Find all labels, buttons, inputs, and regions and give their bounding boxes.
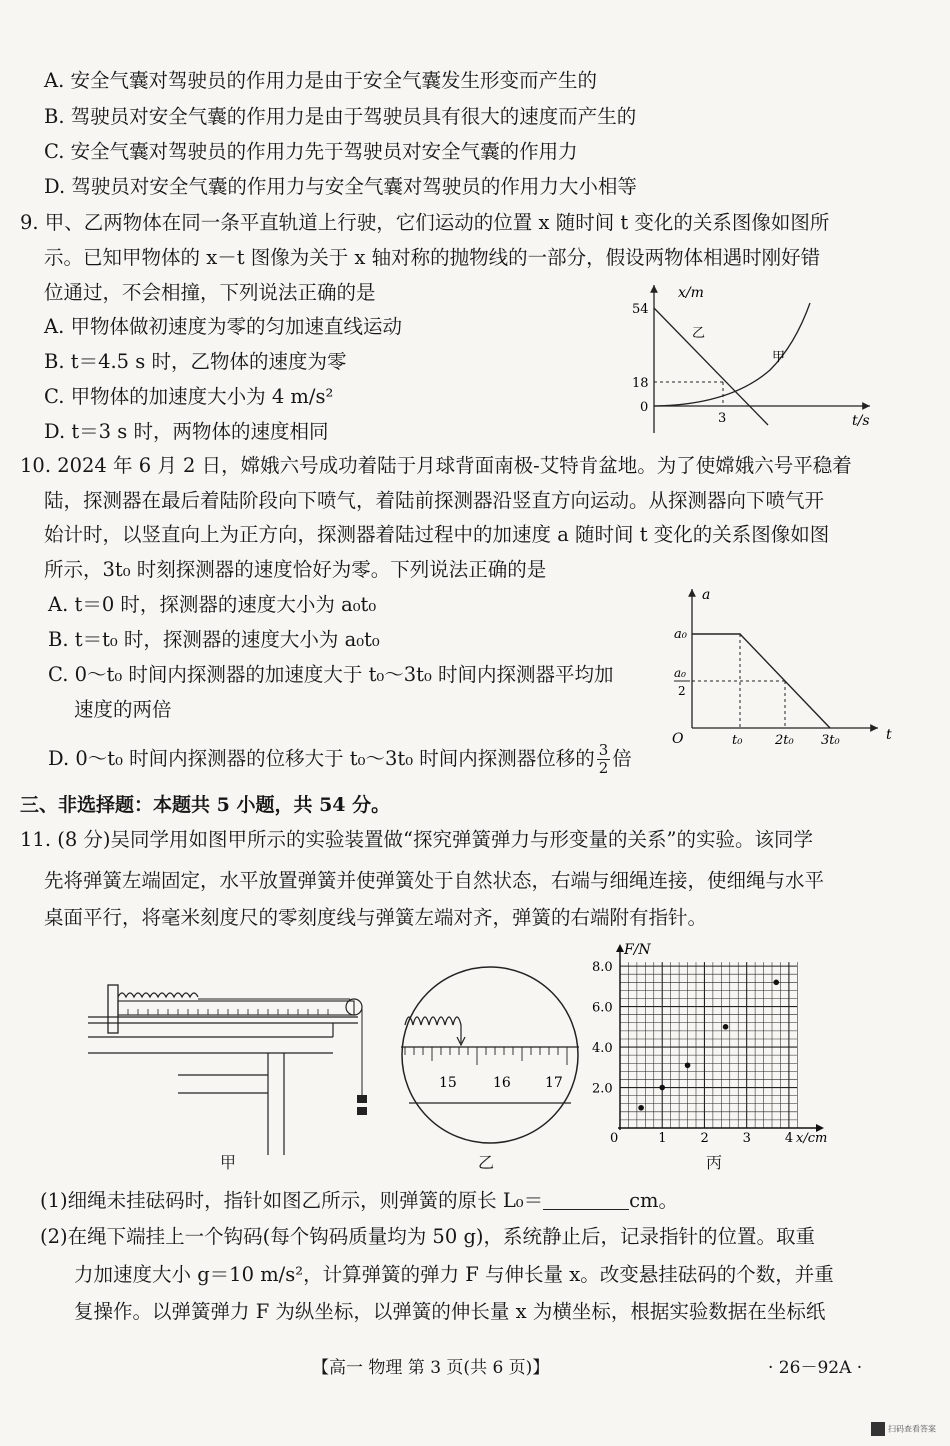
watermark-text: 扫码查看答案	[888, 1424, 936, 1434]
q11-part-1-text: (1)细绳未挂砝码时，指针如图乙所示，则弹簧的原长 L₀＝	[40, 1189, 544, 1212]
qr-icon	[871, 1422, 885, 1436]
q10-option-c-line-1: C. 0～t₀ 时间内探测器的加速度大于 t₀～3t₀ 时间内探测器平均加	[48, 663, 614, 686]
data-point	[773, 980, 779, 986]
ruler-ticks	[128, 1009, 328, 1015]
q9-y-tick-54: 54	[632, 302, 649, 317]
q9-option-b: B. t＝4.5 s 时，乙物体的速度为零	[44, 350, 347, 373]
q10-option-b: B. t＝t₀ 时，探测器的速度大小为 a₀t₀	[48, 628, 380, 651]
figure-bing-chart	[588, 940, 838, 1145]
q10-stem-line-1: 10. 2024 年 6 月 2 日，嫦娥六号成功着陆于月球背面南极-艾特肯盆地。为了使嫦娥六号平稳着	[20, 454, 852, 477]
figure-bing-caption: 丙	[706, 1153, 723, 1172]
q10-at-graph	[668, 583, 903, 748]
q10-y-tick-half-num: a₀	[674, 666, 686, 680]
y-tick-label: 2.0	[592, 1081, 613, 1097]
x-tick-label: 2	[700, 1131, 709, 1145]
q10-option-d	[48, 742, 632, 777]
q9-x-tick-3: 3	[718, 411, 727, 426]
q9-stem-line-3: 位通过，不会相撞，下列说法正确的是	[44, 281, 376, 304]
q10-stem-line-4: 所示，3t₀ 时刻探测器的速度恰好为零。下列说法正确的是	[44, 558, 547, 581]
q10-option-d-text: D. 0～t₀ 时间内探测器的位移大于 t₀～3t₀ 时间内探测器位移的	[48, 747, 595, 770]
magnified-ticks	[405, 1047, 567, 1065]
q10-option-d-suffix: 倍	[612, 747, 632, 770]
q11-part-2-line-3: 复操作。以弹簧弹力 F 为纵坐标，以弹簧的伸长量 x 为横坐标，根据实验数据在坐标纸	[74, 1300, 826, 1323]
data-point	[659, 1085, 665, 1091]
figure-yi-magnifier	[393, 965, 593, 1165]
q10-origin: O	[672, 731, 684, 747]
q11-part-1	[40, 1188, 678, 1214]
magnified-spring	[405, 1017, 461, 1025]
q11-part-1-unit: cm。	[629, 1189, 679, 1212]
data-point	[723, 1024, 729, 1030]
q8-option-b: B. 驾驶员对安全气囊的作用力是由于驾驶员具有很大的速度而产生的	[44, 105, 637, 128]
q10-y-tick-a0: a₀	[674, 627, 687, 642]
answer-blank-L0[interactable]	[543, 1191, 629, 1210]
q10-x-label: t	[886, 727, 892, 743]
figure-jia-apparatus	[78, 975, 388, 1175]
q11-stem-line-2: 先将弹簧左端固定，水平放置弹簧并使弹簧处于自然状态，右端与细绳连接，使细绳与水平	[44, 869, 825, 892]
x-tick-label: 4	[784, 1131, 794, 1145]
x-tick-label: 3	[742, 1131, 751, 1145]
q9-curve-jia	[654, 303, 810, 406]
q8-option-c: C. 安全气囊对驾驶员的作用力先于驾驶员对安全气囊的作用力	[44, 140, 578, 163]
q9-y-tick-18: 18	[632, 376, 649, 391]
q9-stem-line-2: 示。已知甲物体的 x－t 图像为关于 x 轴对称的抛物线的一部分，假设两物体相遇时刚好错	[44, 246, 821, 269]
hook-weight-2	[357, 1107, 367, 1115]
qr-watermark	[871, 1422, 936, 1436]
figure-yi-caption: 乙	[478, 1153, 495, 1172]
q11-stem-line-3: 桌面平行，将毫米刻度尺的零刻度线与弹簧左端对齐，弹簧的右端附有指针。	[44, 906, 708, 929]
chart-grid	[620, 962, 797, 1128]
chart-ticks	[592, 960, 793, 1145]
q10-stem-line-2: 陆，探测器在最后着陆阶段向下喷气，着陆前探测器沿竖直方向运动。从探测器向下喷气开	[44, 489, 825, 512]
magnifier-circle	[402, 967, 578, 1143]
ruler-label-15: 15	[439, 1075, 457, 1091]
x-tick-label: 1	[658, 1131, 667, 1145]
q10-y-tick-half-den: 2	[678, 684, 686, 698]
q10-fraction-3-2	[597, 742, 611, 777]
page-footer-info: 【高一 物理 第 3 页(共 6 页)】	[312, 1358, 550, 1378]
q9-option-c: C. 甲物体的加速度大小为 4 m/s²	[44, 385, 334, 408]
q9-label-yi: 乙	[692, 326, 706, 341]
q9-x-label: t/s	[852, 413, 870, 429]
q8-option-d: D. 驾驶员对安全气囊的作用力与安全气囊对驾驶员的作用力大小相等	[44, 175, 637, 198]
chart-x-label: x/cm	[796, 1131, 828, 1145]
q9-label-jia: 甲	[772, 350, 786, 365]
q9-y-label: x/m	[678, 285, 704, 301]
fraction-numerator: 3	[598, 741, 609, 759]
q11-part-2-line-1: (2)在绳下端挂上一个钩码(每个钩码质量均为 50 g)，系统静止后，记录指针的位置。取重	[40, 1225, 816, 1248]
fixed-block	[108, 985, 118, 1033]
hook-weight-1	[357, 1095, 367, 1103]
section-3-header: 三、非选择题：本题共 5 小题，共 54 分。	[20, 794, 391, 816]
q9-option-a: A. 甲物体做初速度为零的匀加速直线运动	[44, 315, 402, 338]
ruler-label-17: 17	[545, 1075, 563, 1091]
chart-y-label: F/N	[624, 942, 651, 958]
q10-x-tick-t0: t₀	[732, 733, 743, 748]
y-tick-label: 6.0	[592, 1000, 613, 1016]
y-axis-arrow	[616, 944, 624, 952]
q8-option-a: A. 安全气囊对驾驶员的作用力是由于安全气囊发生形变而产生的	[44, 69, 597, 92]
fraction-denominator: 2	[598, 759, 609, 777]
ruler	[118, 1001, 354, 1015]
spring	[118, 993, 198, 997]
page-footer-code: · 26－92A ·	[768, 1358, 863, 1378]
q9-y-tick-0: 0	[640, 400, 649, 415]
ruler-label-16: 16	[493, 1075, 511, 1091]
q11-part-2-line-2: 力加速度大小 g＝10 m/s²，计算弹簧的弹力 F 与伸长量 x。改变悬挂砝码的个数，并重	[74, 1263, 834, 1286]
q10-x-tick-2t0: 2t₀	[775, 733, 794, 748]
q10-option-c-line-2: 速度的两倍	[74, 698, 172, 721]
y-tick-label: 8.0	[592, 960, 613, 976]
data-point	[685, 1062, 691, 1068]
q11-stem-line-1: 11. (8 分)吴同学用如图甲所示的实验装置做“探究弹簧弹力与形变量的关系”的实验。该同学	[20, 828, 813, 851]
chart-points	[638, 980, 779, 1111]
q9-line-yi	[654, 308, 768, 425]
q9-option-d: D. t＝3 s 时，两物体的速度相同	[44, 420, 329, 443]
x-tick-label: 0	[610, 1131, 619, 1145]
q10-x-tick-3t0: 3t₀	[821, 733, 840, 748]
figure-jia-caption: 甲	[220, 1153, 237, 1172]
q9-xt-graph	[620, 275, 880, 440]
data-point	[638, 1105, 644, 1111]
q10-option-a: A. t＝0 时，探测器的速度大小为 a₀t₀	[48, 593, 377, 616]
q9-stem-line-1: 9. 甲、乙两物体在同一条平直轨道上行驶，它们运动的位置 x 随时间 t 变化的关系图像如图所	[20, 211, 830, 234]
q10-y-label: a	[702, 587, 711, 603]
y-tick-label: 4.0	[592, 1041, 613, 1057]
q10-stem-line-3: 始计时，以竖直向上为正方向，探测器着陆过程中的加速度 a 随时间 t 变化的关系图像如图	[44, 523, 830, 546]
